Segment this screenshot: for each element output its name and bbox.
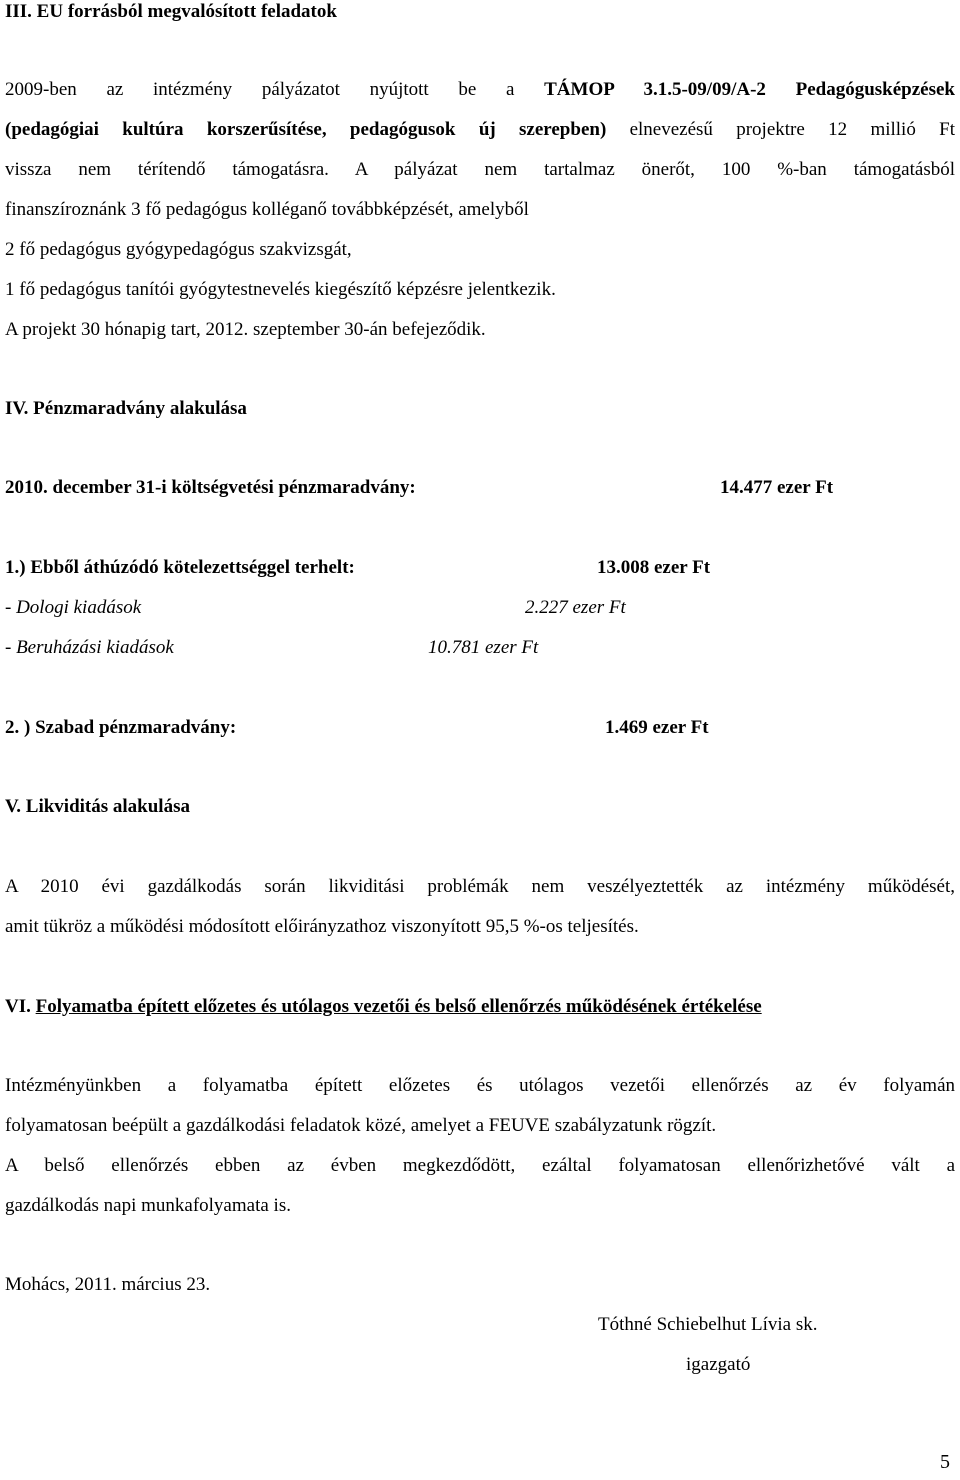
text-run: 2009-ben az intézmény pályázatot nyújtott be a: [5, 79, 545, 100]
section-iv-heading: IV. Pénzmaradvány alakulása: [5, 398, 247, 419]
section-iii-paragraph-line-6: 1 fő pedagógus tanítói gyógytestnevelés kiegészítő képzésre jelentkezik.: [5, 279, 556, 300]
section-iii-paragraph-line-4: finanszíroznánk 3 fő pedagógus kolléganő továbbképzését, amelyből: [5, 199, 529, 220]
section-vi-heading: [5, 995, 762, 1019]
total-remainder-label: 2010. december 31-i költségvetési pénzmaradvány:: [5, 477, 416, 498]
section-vi-paragraph-1-line-1: Intézményünkben a folyamatba épített előzetes és utólagos vezetői ellenőrzés az év folyamán: [5, 1075, 955, 1096]
heading-text: Likviditás alakulása: [25, 796, 190, 817]
signatory-title: igazgató: [686, 1354, 751, 1375]
text-run: elnevezésű projektre 12 millió Ft: [606, 119, 955, 140]
section-iii-paragraph-line-3: vissza nem térítendő támogatásra. A pályázat nem tartalmaz önerőt, 100 %-ban támogatásból: [5, 159, 955, 180]
signatory-name: Tóthné Schiebelhut Lívia sk.: [598, 1314, 818, 1335]
section-v-heading: [5, 795, 190, 819]
material-expenses-value: 2.227 ezer Ft: [525, 597, 626, 618]
project-title: (pedagógiai kultúra korszerűsítése, pedagógusok új szerepben): [5, 119, 607, 140]
total-remainder-value: 14.477 ezer Ft: [720, 477, 834, 498]
committed-remainder-label: 1.) Ebből áthúzódó kötelezettséggel terhelt:: [5, 557, 355, 578]
committed-remainder-value: 13.008 ezer Ft: [597, 557, 711, 578]
section-vi-paragraph-2-line-2: gazdálkodás napi munkafolyamata is.: [5, 1195, 291, 1216]
heading-number: VI.: [5, 996, 36, 1017]
section-vi-paragraph-1-line-2: folyamatosan beépült a gazdálkodási feladatok közé, amelyet a FEUVE szabályzatunk rögzít.: [5, 1115, 717, 1136]
section-vi-paragraph-2-line-1: A belső ellenőrzés ebben az évben megkezdődött, ezáltal folyamatosan ellenőrizhetővé vált a: [5, 1155, 955, 1176]
section-iii-paragraph-line-5: 2 fő pedagógus gyógypedagógus szakvizsgát,: [5, 239, 352, 260]
heading-text: Folyamatba épített előzetes és utólagos vezetői és belső ellenőrzés működésének értékelése: [35, 996, 762, 1017]
section-iii-paragraph-line-2: [5, 118, 955, 142]
section-iii-paragraph-line-7: A projekt 30 hónapig tart, 2012. szeptember 30-án befejeződik.: [5, 319, 486, 340]
free-remainder-value: 1.469 ezer Ft: [605, 717, 709, 738]
investment-expenses-label: - Beruházási kiadások: [5, 637, 174, 658]
material-expenses-label: - Dologi kiadások: [5, 597, 142, 618]
investment-expenses-value: 10.781 ezer Ft: [428, 637, 539, 658]
heading-number: V.: [5, 796, 26, 817]
section-v-paragraph-line-1: A 2010 évi gazdálkodás során likviditási problémák nem veszélyeztették az intézmény működését,: [5, 876, 955, 897]
page-number: 5: [940, 1451, 950, 1473]
section-iii-paragraph-line-1: [5, 78, 955, 102]
place-and-date: Mohács, 2011. március 23.: [5, 1274, 211, 1295]
project-code: TÁMOP 3.1.5-09/09/A-2 Pedagógusképzések: [544, 79, 955, 100]
free-remainder-label: 2. ) Szabad pénzmaradvány:: [5, 717, 237, 738]
section-iii-heading: III. EU forrásból megvalósított feladatok: [5, 1, 337, 22]
section-v-paragraph-line-2: amit tükröz a működési módosított előirányzathoz viszonyított 95,5 %-os teljesítés.: [5, 916, 639, 937]
